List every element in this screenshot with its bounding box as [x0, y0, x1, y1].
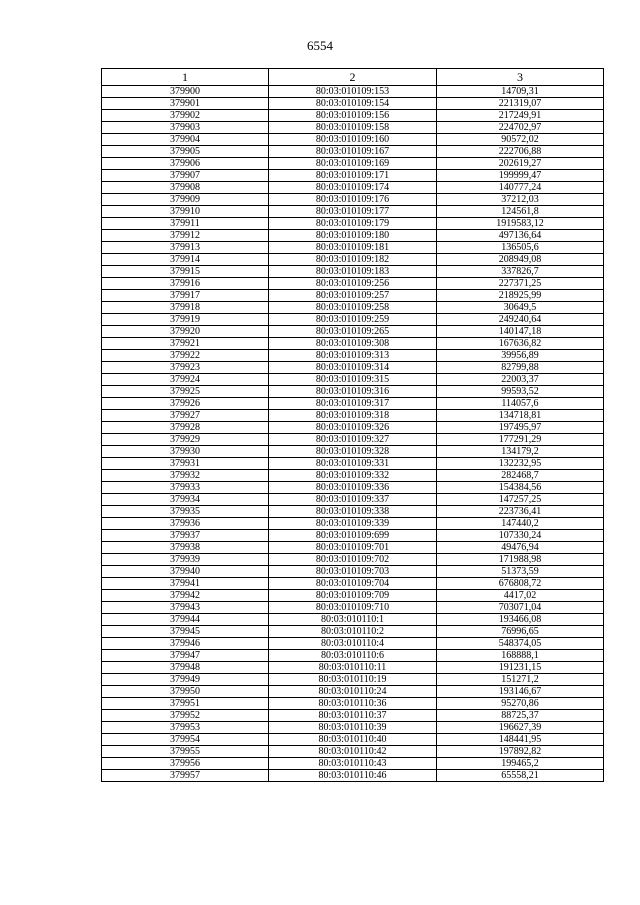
table-header-row — [102, 69, 604, 86]
cadastral-number-cell: 80:03:010109:167 — [269, 146, 437, 158]
value-cell: 148441,95 — [437, 734, 604, 746]
value-cell: 218925,99 — [437, 290, 604, 302]
row-number-cell: 379904 — [102, 134, 269, 146]
table-row — [102, 626, 604, 638]
column-header-2: 2 — [269, 69, 437, 86]
value-cell: 37212,03 — [437, 194, 604, 206]
row-number-cell: 379923 — [102, 362, 269, 374]
row-number-cell: 379916 — [102, 278, 269, 290]
row-number-cell: 379929 — [102, 434, 269, 446]
value-cell: 90572,02 — [437, 134, 604, 146]
table-row — [102, 170, 604, 182]
row-number-cell: 379951 — [102, 698, 269, 710]
row-number-cell: 379957 — [102, 770, 269, 782]
row-number-cell: 379926 — [102, 398, 269, 410]
row-number-cell: 379932 — [102, 470, 269, 482]
table-row — [102, 398, 604, 410]
row-number-cell: 379948 — [102, 662, 269, 674]
row-number-cell: 379933 — [102, 482, 269, 494]
row-number-cell: 379941 — [102, 578, 269, 590]
cadastral-number-cell: 80:03:010109:259 — [269, 314, 437, 326]
row-number-cell: 379931 — [102, 458, 269, 470]
table-row — [102, 122, 604, 134]
table-row — [102, 386, 604, 398]
value-cell: 193146,67 — [437, 686, 604, 698]
value-cell: 217249,91 — [437, 110, 604, 122]
value-cell: 249240,64 — [437, 314, 604, 326]
cadastral-number-cell: 80:03:010109:177 — [269, 206, 437, 218]
table-row — [102, 290, 604, 302]
column-header-1: 1 — [102, 69, 269, 86]
value-cell: 82799,88 — [437, 362, 604, 374]
row-number-cell: 379912 — [102, 230, 269, 242]
row-number-cell: 379928 — [102, 422, 269, 434]
table-row — [102, 278, 604, 290]
value-cell: 132232,95 — [437, 458, 604, 470]
table-row — [102, 110, 604, 122]
table-row — [102, 674, 604, 686]
cadastral-number-cell: 80:03:010110:42 — [269, 746, 437, 758]
cadastral-number-cell: 80:03:010110:39 — [269, 722, 437, 734]
table-row — [102, 98, 604, 110]
table-row — [102, 566, 604, 578]
cadastral-number-cell: 80:03:010109:182 — [269, 254, 437, 266]
cadastral-number-cell: 80:03:010109:180 — [269, 230, 437, 242]
cadastral-number-cell: 80:03:010109:317 — [269, 398, 437, 410]
value-cell: 1919583,12 — [437, 218, 604, 230]
table-body — [102, 86, 604, 782]
data-table — [101, 68, 604, 782]
value-cell: 140777,24 — [437, 182, 604, 194]
table-row — [102, 530, 604, 542]
value-cell: 134179,2 — [437, 446, 604, 458]
cadastral-number-cell: 80:03:010109:318 — [269, 410, 437, 422]
cadastral-number-cell: 80:03:010109:181 — [269, 242, 437, 254]
row-number-cell: 379913 — [102, 242, 269, 254]
cadastral-number-cell: 80:03:010109:336 — [269, 482, 437, 494]
row-number-cell: 379953 — [102, 722, 269, 734]
value-cell: 191231,15 — [437, 662, 604, 674]
value-cell: 30649,5 — [437, 302, 604, 314]
row-number-cell: 379954 — [102, 734, 269, 746]
cadastral-number-cell: 80:03:010109:328 — [269, 446, 437, 458]
cadastral-number-cell: 80:03:010110:6 — [269, 650, 437, 662]
row-number-cell: 379915 — [102, 266, 269, 278]
cadastral-number-cell: 80:03:010109:176 — [269, 194, 437, 206]
row-number-cell: 379906 — [102, 158, 269, 170]
table-row — [102, 710, 604, 722]
value-cell: 99593,52 — [437, 386, 604, 398]
cadastral-number-cell: 80:03:010109:315 — [269, 374, 437, 386]
cadastral-number-cell: 80:03:010109:710 — [269, 602, 437, 614]
row-number-cell: 379956 — [102, 758, 269, 770]
row-number-cell: 379924 — [102, 374, 269, 386]
cadastral-number-cell: 80:03:010110:46 — [269, 770, 437, 782]
table-row — [102, 434, 604, 446]
row-number-cell: 379950 — [102, 686, 269, 698]
table-row — [102, 470, 604, 482]
cadastral-number-cell: 80:03:010109:316 — [269, 386, 437, 398]
row-number-cell: 379902 — [102, 110, 269, 122]
cadastral-number-cell: 80:03:010109:171 — [269, 170, 437, 182]
value-cell: 224702,97 — [437, 122, 604, 134]
cadastral-number-cell: 80:03:010109:313 — [269, 350, 437, 362]
table-row — [102, 362, 604, 374]
row-number-cell: 379939 — [102, 554, 269, 566]
value-cell: 88725,37 — [437, 710, 604, 722]
table-row — [102, 218, 604, 230]
cadastral-number-cell: 80:03:010109:160 — [269, 134, 437, 146]
value-cell: 221319,07 — [437, 98, 604, 110]
table-row — [102, 158, 604, 170]
row-number-cell: 379920 — [102, 326, 269, 338]
value-cell: 202619,27 — [437, 158, 604, 170]
cadastral-number-cell: 80:03:010110:36 — [269, 698, 437, 710]
value-cell: 223736,41 — [437, 506, 604, 518]
row-number-cell: 379938 — [102, 542, 269, 554]
cadastral-number-cell: 80:03:010110:40 — [269, 734, 437, 746]
table-row — [102, 422, 604, 434]
table-row — [102, 518, 604, 530]
value-cell: 197495,97 — [437, 422, 604, 434]
row-number-cell: 379903 — [102, 122, 269, 134]
row-number-cell: 379917 — [102, 290, 269, 302]
cadastral-number-cell: 80:03:010109:709 — [269, 590, 437, 602]
cadastral-number-cell: 80:03:010109:257 — [269, 290, 437, 302]
table-row — [102, 602, 604, 614]
row-number-cell: 379918 — [102, 302, 269, 314]
value-cell: 140147,18 — [437, 326, 604, 338]
cadastral-number-cell: 80:03:010109:154 — [269, 98, 437, 110]
cadastral-number-cell: 80:03:010109:701 — [269, 542, 437, 554]
value-cell: 124561,8 — [437, 206, 604, 218]
table-row — [102, 734, 604, 746]
value-cell: 171988,98 — [437, 554, 604, 566]
row-number-cell: 379945 — [102, 626, 269, 638]
cadastral-number-cell: 80:03:010109:331 — [269, 458, 437, 470]
cadastral-number-cell: 80:03:010109:337 — [269, 494, 437, 506]
row-number-cell: 379907 — [102, 170, 269, 182]
value-cell: 147257,25 — [437, 494, 604, 506]
row-number-cell: 379905 — [102, 146, 269, 158]
cadastral-number-cell: 80:03:010109:156 — [269, 110, 437, 122]
row-number-cell: 379908 — [102, 182, 269, 194]
value-cell: 114057,6 — [437, 398, 604, 410]
table-row — [102, 686, 604, 698]
table-row — [102, 542, 604, 554]
value-cell: 282468,7 — [437, 470, 604, 482]
table-row — [102, 254, 604, 266]
cadastral-number-cell: 80:03:010109:169 — [269, 158, 437, 170]
value-cell: 177291,29 — [437, 434, 604, 446]
row-number-cell: 379934 — [102, 494, 269, 506]
table-row — [102, 302, 604, 314]
cadastral-number-cell: 80:03:010110:43 — [269, 758, 437, 770]
value-cell: 95270,86 — [437, 698, 604, 710]
value-cell: 167636,82 — [437, 338, 604, 350]
cadastral-number-cell: 80:03:010109:332 — [269, 470, 437, 482]
row-number-cell: 379952 — [102, 710, 269, 722]
table-row — [102, 242, 604, 254]
row-number-cell: 379901 — [102, 98, 269, 110]
table-header — [102, 69, 604, 86]
cadastral-number-cell: 80:03:010109:703 — [269, 566, 437, 578]
row-number-cell: 379914 — [102, 254, 269, 266]
row-number-cell: 379911 — [102, 218, 269, 230]
cadastral-number-cell: 80:03:010110:1 — [269, 614, 437, 626]
cadastral-number-cell: 80:03:010109:258 — [269, 302, 437, 314]
table-row — [102, 374, 604, 386]
row-number-cell: 379935 — [102, 506, 269, 518]
table-row — [102, 698, 604, 710]
row-number-cell: 379936 — [102, 518, 269, 530]
table-row — [102, 506, 604, 518]
table-row — [102, 578, 604, 590]
cadastral-number-cell: 80:03:010109:179 — [269, 218, 437, 230]
value-cell: 199999,47 — [437, 170, 604, 182]
cadastral-number-cell: 80:03:010110:19 — [269, 674, 437, 686]
row-number-cell: 379930 — [102, 446, 269, 458]
value-cell: 227371,25 — [437, 278, 604, 290]
value-cell: 49476,94 — [437, 542, 604, 554]
column-header-3: 3 — [437, 69, 604, 86]
value-cell: 222706,88 — [437, 146, 604, 158]
table-row — [102, 494, 604, 506]
value-cell: 193466,08 — [437, 614, 604, 626]
cadastral-number-cell: 80:03:010109:327 — [269, 434, 437, 446]
value-cell: 497136,64 — [437, 230, 604, 242]
table-row — [102, 638, 604, 650]
cadastral-number-cell: 80:03:010109:699 — [269, 530, 437, 542]
table-row — [102, 554, 604, 566]
table-row — [102, 266, 604, 278]
row-number-cell: 379947 — [102, 650, 269, 662]
table-row — [102, 146, 604, 158]
table-row — [102, 206, 604, 218]
table-row — [102, 134, 604, 146]
table-row — [102, 614, 604, 626]
row-number-cell: 379910 — [102, 206, 269, 218]
row-number-cell: 379949 — [102, 674, 269, 686]
row-number-cell: 379909 — [102, 194, 269, 206]
row-number-cell: 379921 — [102, 338, 269, 350]
cadastral-number-cell: 80:03:010109:183 — [269, 266, 437, 278]
value-cell: 39956,89 — [437, 350, 604, 362]
cadastral-number-cell: 80:03:010110:2 — [269, 626, 437, 638]
row-number-cell: 379946 — [102, 638, 269, 650]
value-cell: 147440,2 — [437, 518, 604, 530]
row-number-cell: 379925 — [102, 386, 269, 398]
table-row — [102, 350, 604, 362]
value-cell: 337826,7 — [437, 266, 604, 278]
value-cell: 151271,2 — [437, 674, 604, 686]
table-row — [102, 770, 604, 782]
table-row — [102, 326, 604, 338]
cadastral-number-cell: 80:03:010109:174 — [269, 182, 437, 194]
row-number-cell: 379955 — [102, 746, 269, 758]
value-cell: 107330,24 — [437, 530, 604, 542]
table-row — [102, 338, 604, 350]
table-row — [102, 662, 604, 674]
value-cell: 14709,31 — [437, 86, 604, 98]
cadastral-number-cell: 80:03:010109:326 — [269, 422, 437, 434]
table-row — [102, 314, 604, 326]
table-row — [102, 746, 604, 758]
cadastral-number-cell: 80:03:010110:4 — [269, 638, 437, 650]
cadastral-number-cell: 80:03:010109:702 — [269, 554, 437, 566]
value-cell: 197892,82 — [437, 746, 604, 758]
table-row — [102, 458, 604, 470]
table-row — [102, 482, 604, 494]
page-number: 6554 — [307, 38, 333, 53]
row-number-cell: 379919 — [102, 314, 269, 326]
cadastral-number-cell: 80:03:010109:265 — [269, 326, 437, 338]
value-cell: 168888,1 — [437, 650, 604, 662]
table-row — [102, 86, 604, 98]
row-number-cell: 379922 — [102, 350, 269, 362]
table-row — [102, 182, 604, 194]
cadastral-number-cell: 80:03:010109:704 — [269, 578, 437, 590]
cadastral-number-cell: 80:03:010109:338 — [269, 506, 437, 518]
value-cell: 199465,2 — [437, 758, 604, 770]
value-cell: 134718,81 — [437, 410, 604, 422]
value-cell: 76996,65 — [437, 626, 604, 638]
table-row — [102, 590, 604, 602]
cadastral-number-cell: 80:03:010109:339 — [269, 518, 437, 530]
value-cell: 208949,08 — [437, 254, 604, 266]
cadastral-number-cell: 80:03:010109:256 — [269, 278, 437, 290]
value-cell: 136505,6 — [437, 242, 604, 254]
table-row — [102, 722, 604, 734]
cadastral-number-cell: 80:03:010109:153 — [269, 86, 437, 98]
cadastral-number-cell: 80:03:010109:308 — [269, 338, 437, 350]
table-row — [102, 650, 604, 662]
value-cell: 548374,05 — [437, 638, 604, 650]
row-number-cell: 379944 — [102, 614, 269, 626]
value-cell: 22003,37 — [437, 374, 604, 386]
row-number-cell: 379900 — [102, 86, 269, 98]
cadastral-number-cell: 80:03:010110:11 — [269, 662, 437, 674]
table-row — [102, 446, 604, 458]
value-cell: 703071,04 — [437, 602, 604, 614]
table-row — [102, 758, 604, 770]
value-cell: 65558,21 — [437, 770, 604, 782]
cadastral-number-cell: 80:03:010109:314 — [269, 362, 437, 374]
cadastral-number-cell: 80:03:010109:158 — [269, 122, 437, 134]
row-number-cell: 379940 — [102, 566, 269, 578]
table-row — [102, 230, 604, 242]
row-number-cell: 379937 — [102, 530, 269, 542]
value-cell: 4417,02 — [437, 590, 604, 602]
value-cell: 154384,56 — [437, 482, 604, 494]
cadastral-number-cell: 80:03:010110:37 — [269, 710, 437, 722]
value-cell: 51373,59 — [437, 566, 604, 578]
table-row — [102, 194, 604, 206]
row-number-cell: 379927 — [102, 410, 269, 422]
row-number-cell: 379943 — [102, 602, 269, 614]
table-row — [102, 410, 604, 422]
value-cell: 676808,72 — [437, 578, 604, 590]
row-number-cell: 379942 — [102, 590, 269, 602]
cadastral-number-cell: 80:03:010110:24 — [269, 686, 437, 698]
value-cell: 196627,39 — [437, 722, 604, 734]
